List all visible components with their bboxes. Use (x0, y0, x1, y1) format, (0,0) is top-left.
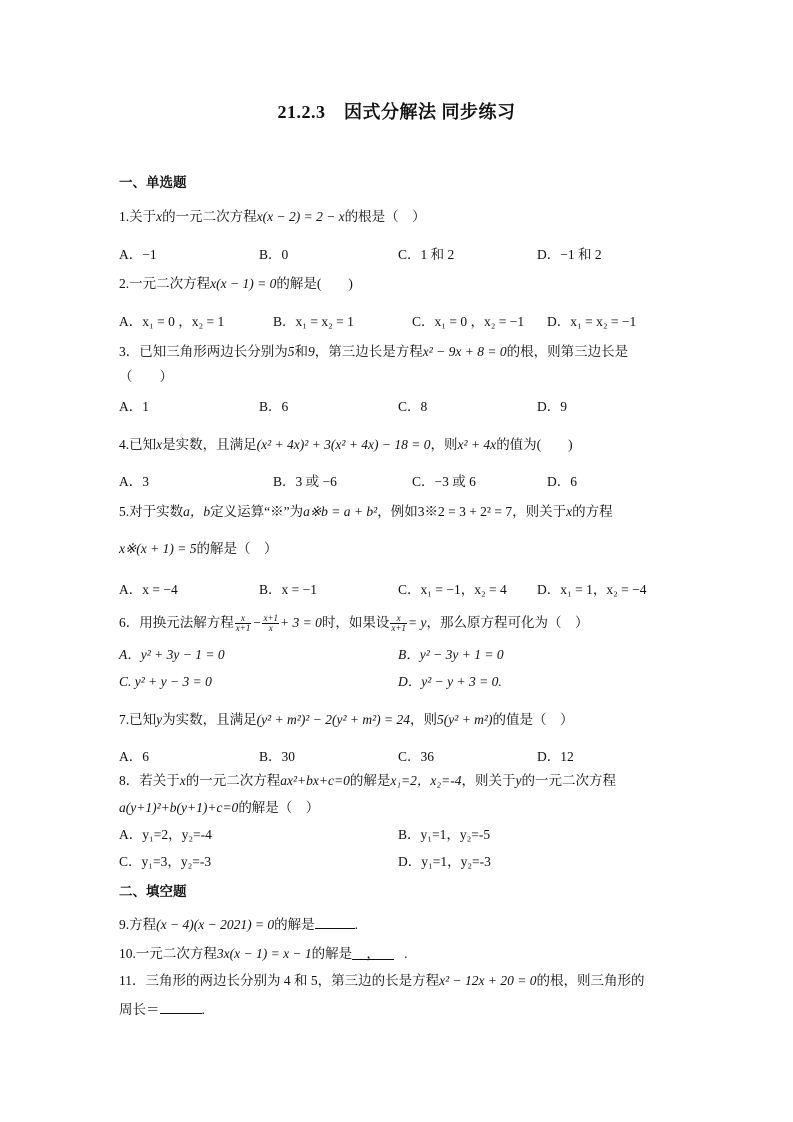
question-1-option-d: D．−1 和 2 (537, 247, 602, 262)
question-7-option-d: D．12 (537, 749, 574, 764)
question-4-option-a: A．3 (119, 474, 149, 489)
answer-blank[interactable] (160, 999, 202, 1014)
question-8-stem-cont: a(y+1)²+b(y+1)+c=0的解是（ ） (119, 800, 320, 815)
question-2-stem: 2.一元二次方程x(x − 1) = 0的解是( ) (119, 276, 353, 291)
question-4-option-b: B．3 或 −6 (273, 474, 337, 489)
answer-blank[interactable] (315, 914, 355, 929)
question-6-option-b: B．y² − 3y + 1 = 0 (398, 647, 504, 662)
fraction: $\frac{x+1}{x}$ (263, 613, 279, 634)
question-8-option-a: A．y₁=2，y₂=-4 (119, 827, 212, 842)
question-6-option-d: D．y² − y + 3 = 0. (398, 674, 502, 689)
question-1-option-c: C．1 和 2 (398, 247, 455, 262)
question-11-stem-cont: 周长＝ . (119, 999, 679, 1019)
question-3-option-b: B．6 (259, 399, 289, 414)
question-2-option-b: B．x₁ = x₂ = 1 (273, 314, 354, 329)
question-6-option-a: A．y² + 3y − 1 = 0 (119, 647, 225, 662)
question-8-option-d: D．y₁=1，y₂=-3 (398, 854, 491, 869)
question-2-option-d: D．x₁ = x₂ = −1 (547, 314, 637, 329)
question-5-option-c: C．x₁ = −1，x₂ = 4 (398, 582, 507, 597)
question-7-option-b: B．30 (259, 749, 296, 764)
page-title: 21.2.3 因式分解法 同步练习 (277, 102, 516, 122)
question-6-stem: 6．用换元法解方程 $\frac{x}{x+1}$ − $\frac{x+1}{x}$ + 3 = 0时，如果设 $\frac{x}{x+1}$ = y，那么原方程可化为（ ） (119, 613, 589, 634)
question-4-option-c: C．−3 或 6 (412, 474, 476, 489)
question-10-stem: 10.一元二次方程3x(x − 1) = x − 1的解是 ， . (119, 946, 408, 961)
question-5-option-b: B．x = −1 (259, 582, 317, 597)
question-1-stem: 1.关于x的一元二次方程x(x − 2) = 2 − x的根是（ ） (119, 209, 426, 224)
question-2-option-c: C．x₁ = 0 ，x₂ = −1 (412, 314, 525, 329)
question-3-stem: 3．已知三角形两边长分别为5和9，第三边长是方程x² − 9x + 8 = 0的根，则第三边长是 (119, 344, 629, 359)
question-8-option-c: C．y₁=3，y₂=-3 (119, 854, 212, 869)
question-5-option-a: A．x = −4 (119, 582, 178, 597)
question-5-stem-cont: x※(x + 1) = 5的解是（ ） (119, 541, 278, 556)
fraction: $\frac{x}{x+1}$ (391, 613, 406, 634)
question-5-option-d: D．x₁ = 1，x₂ = −4 (537, 582, 647, 597)
question-4-stem: 4.已知x是实数，且满足(x² + 4x)² + 3(x² + 4x) − 18 = 0，则x² + 4x的值为( ) (119, 437, 573, 452)
section-heading-fill-blank: 二、填空题 (119, 884, 187, 899)
question-3-option-a: A．1 (119, 399, 149, 414)
question-8-option-b: B．y₁=1，y₂=-5 (398, 827, 491, 842)
question-5-stem: 5.对于实数a，b定义运算“※”为a※b = a + b²，例如3※2 = 3 + 2² = 7，则关于x的方程 (119, 504, 613, 519)
question-9-stem: 9.方程(x − 4)(x − 2021) = 0的解是 . (119, 914, 679, 934)
question-7-stem: 7.已知y为实数，且满足(y² + m²)² − 2(y² + m²) = 24，则5(y² + m²)的值是（ ） (119, 712, 574, 727)
question-1-option-b: B．0 (259, 247, 289, 262)
question-3-option-c: C．8 (398, 399, 428, 414)
question-3-option-d: D．9 (537, 399, 567, 414)
section-heading-single-choice: 一、单选题 (119, 175, 187, 190)
fraction: $\frac{x}{x+1}$ (235, 613, 251, 634)
question-3-stem-cont: （ ） (119, 369, 173, 384)
question-7-option-a: A．6 (119, 749, 149, 764)
question-11-stem: 11．三角形的两边长分别为 4 和 5，第三边的长是方程x² − 12x + 20 = 0的根，则三角形的 (119, 973, 645, 988)
question-8-stem: 8．若关于x的一元二次方程ax²+bx+c=0的解是x₁=2，x₂=-4，则关于y的一元二次方程 (119, 773, 616, 788)
question-7-option-c: C．36 (398, 749, 435, 764)
question-1-option-a: A．−1 (119, 247, 157, 262)
answer-blank[interactable]: ， (352, 945, 394, 960)
question-2-option-a: A．x₁ = 0 ，x₂ = 1 (119, 314, 225, 329)
question-6-option-c: C. y² + y − 3 = 0 (119, 674, 212, 689)
question-4-option-d: D．6 (547, 474, 577, 489)
